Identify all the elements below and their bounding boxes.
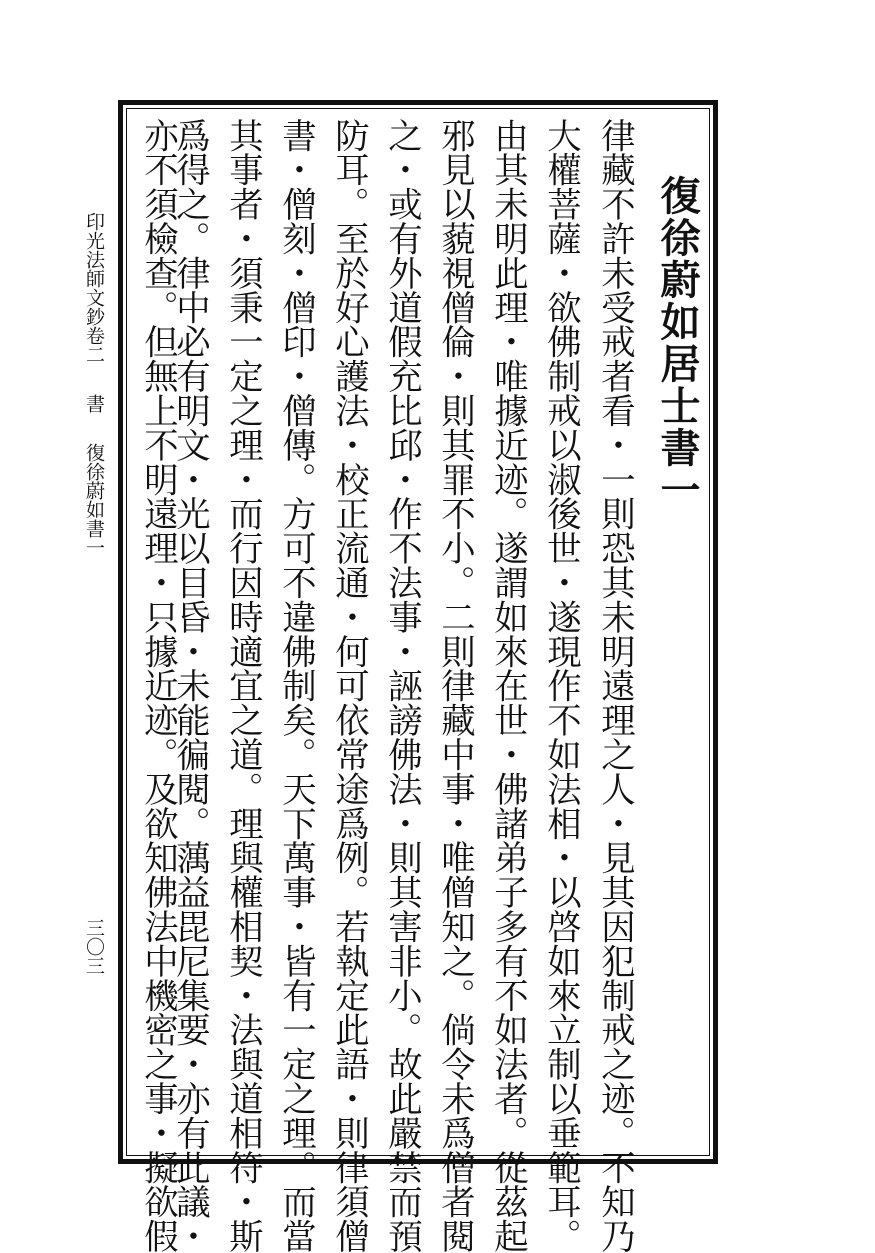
text-column-4: 邪見以藐視僧倫・則其罪不小。二則律藏中事・唯僧知之。倘令未爲僧者閱 <box>434 118 475 1253</box>
letter-title: 復徐蔚如居士書一 <box>654 175 701 511</box>
text-column-1: 律藏不許未受戒者看・一則恐其未明遠理之人・見其因犯制戒之迹。不知乃 <box>594 118 635 1253</box>
text-column-5: 之・或有外道假充比邱・作不法事・誣謗佛法・則其害非小。故此嚴禁而預 <box>381 118 422 1253</box>
text-column-2: 大權菩薩・欲佛制戒以淑後世・遂現作不如法相・以啓如來立制以垂範耳。 <box>540 118 581 1253</box>
margin-section: 書 <box>83 394 105 413</box>
margin-article: 復徐蔚如書一 <box>83 443 105 557</box>
text-column-10: 亦不須檢查。但無上不明遠理・只據近迹。及欲知佛法中機密之事・擬欲假 <box>137 118 178 1253</box>
text-column-6: 防耳。至於好心護法・校正流通・何可依常途爲例。若執定此語・則律須僧 <box>328 118 369 1253</box>
text-column-3: 由其未明此理・唯據近迹。遂謂如來在世・佛諸弟子多有不如法者。從茲起 <box>487 118 528 1253</box>
page-number: 三〇三 <box>83 918 105 975</box>
text-column-7: 書・僧刻・僧印・僧傳。方可不違佛制矣。天下萬事・皆有一定之理。而當 <box>275 118 316 1253</box>
margin-header <box>84 212 103 557</box>
text-column-8: 其事者・須秉一定之理・而行因時適宜之道。理與權相契・法與道相符・斯 <box>222 118 263 1253</box>
text-column-9: 爲得之。律中必有明文・光以目昏・未能徧閱。蕅益毘尼集要・亦有此議・ <box>169 118 210 1253</box>
margin-book-title: 印光法師文鈔卷二 <box>83 212 105 364</box>
